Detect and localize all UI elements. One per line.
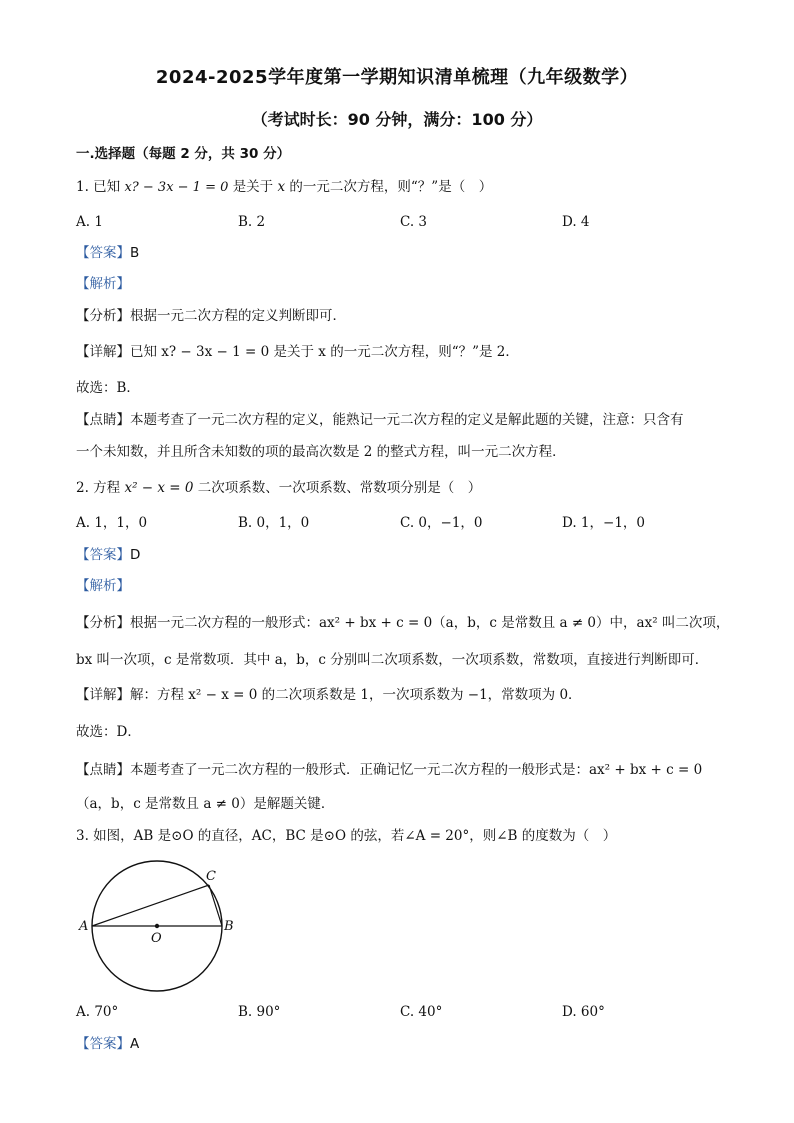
question-2-stem: 2. 方程 x² − x = 0 二次项系数、一次项系数、常数项分别是（ ）: [76, 480, 482, 496]
q3-option-a: A. 70°: [76, 1004, 119, 1020]
center-point: [155, 924, 159, 928]
section-heading: 一.选择题（每题 2 分，共 30 分）: [76, 146, 291, 162]
label-c: C: [206, 869, 216, 884]
q2-dianjing-2: （a，b，c 是常数且 a ≠ 0）是解题关键．: [76, 796, 335, 812]
q1-fenxi: 【分析】根据一元二次方程的定义判断即可．: [76, 308, 346, 324]
q2-fenxi-1: 【分析】根据一元二次方程的一般形式：ax² + bx + c = 0（a，b，c 是常数且 a ≠ 0）中，ax² 叫二次项，: [76, 615, 730, 631]
q2-option-c: C. 0，−1，0: [400, 515, 483, 531]
label-o: O: [151, 931, 162, 946]
q1-option-d: D. 4: [562, 214, 590, 230]
label-a: A: [79, 919, 89, 934]
q2-option-a: A. 1，1，0: [76, 515, 148, 531]
q1-answer: [76, 243, 139, 263]
q1-stem-suffix: 的一元二次方程，则“？”是（ ）: [289, 179, 493, 195]
q1-dianjing-2: 一个未知数，并且所含未知数的项的最高次数是 2 的整式方程，叫一元二次方程．: [76, 444, 566, 460]
q1-option-c: C. 3: [400, 214, 428, 230]
q2-option-d: D. 1，−1，0: [562, 515, 646, 531]
q1-option-b: B. 2: [238, 214, 266, 230]
q3-answer: 【答案】A: [76, 1036, 140, 1052]
q2-fenxi-2: bx 叫一次项，c 是常数项．其中 a，b，c 分别叫二次项系数，一次项系数，常数项，直接进行判断即可．: [76, 652, 709, 668]
chord-ac: [92, 885, 209, 926]
answer-value: B: [130, 245, 140, 261]
q2-option-b: B. 0，1，0: [238, 515, 310, 531]
question-3-stem: 3. 如图，AB 是⊙O 的直径，AC，BC 是⊙O 的弦，若∠A = 20°，则∠B 的度数为（ ）: [76, 828, 617, 844]
q2-dianjing-1: 【点睛】本题考查了一元二次方程的一般形式．正确记忆一元二次方程的一般形式是：ax² + bx + c = 0: [76, 762, 703, 778]
circle-diagram: [74, 852, 244, 1002]
page-title: 2024-2025学年度第一学期知识清单梳理（九年级数学）: [155, 67, 639, 88]
q1-equation: x? − 3x − 1 = 0: [124, 180, 229, 195]
answer-label: 【答案】: [76, 245, 130, 261]
q1-guxuan: 故选：B．: [76, 380, 140, 396]
q1-xiangjie: 【详解】已知 x? − 3x − 1 = 0 是关于 x 的一元二次方程，则“？”是 2．: [76, 344, 519, 360]
q1-analysis-label: 【解析】: [76, 276, 130, 292]
q2-analysis-label: 【解析】: [76, 578, 130, 594]
q3-option-b: B. 90°: [238, 1004, 281, 1020]
exam-info-subtitle: （考试时长：90 分钟，满分：100 分）: [251, 110, 543, 129]
chord-bc: [209, 885, 222, 926]
q1-variable: x: [277, 179, 286, 195]
q1-stem-prefix: 1. 已知: [76, 179, 121, 195]
q2-answer: 【答案】D: [76, 547, 141, 563]
q1-dianjing-1: 【点睛】本题考查了一元二次方程的定义，能熟记一元二次方程的定义是解此题的关键，注意：只含有: [76, 412, 684, 428]
q2-equation: x² − x = 0: [124, 480, 194, 496]
label-b: B: [224, 919, 234, 934]
q1-option-a: A. 1: [76, 214, 103, 230]
q3-option-c: C. 40°: [400, 1004, 443, 1020]
q2-guxuan: 故选：D．: [76, 724, 141, 740]
q2-xiangjie: 【详解】解：方程 x² − x = 0 的二次项系数是 1，一次项系数为 −1，常数项为 0．: [76, 687, 582, 703]
question-1-stem: [76, 177, 492, 198]
q3-option-d: D. 60°: [562, 1004, 605, 1020]
q1-stem-mid: 是关于: [232, 179, 274, 195]
